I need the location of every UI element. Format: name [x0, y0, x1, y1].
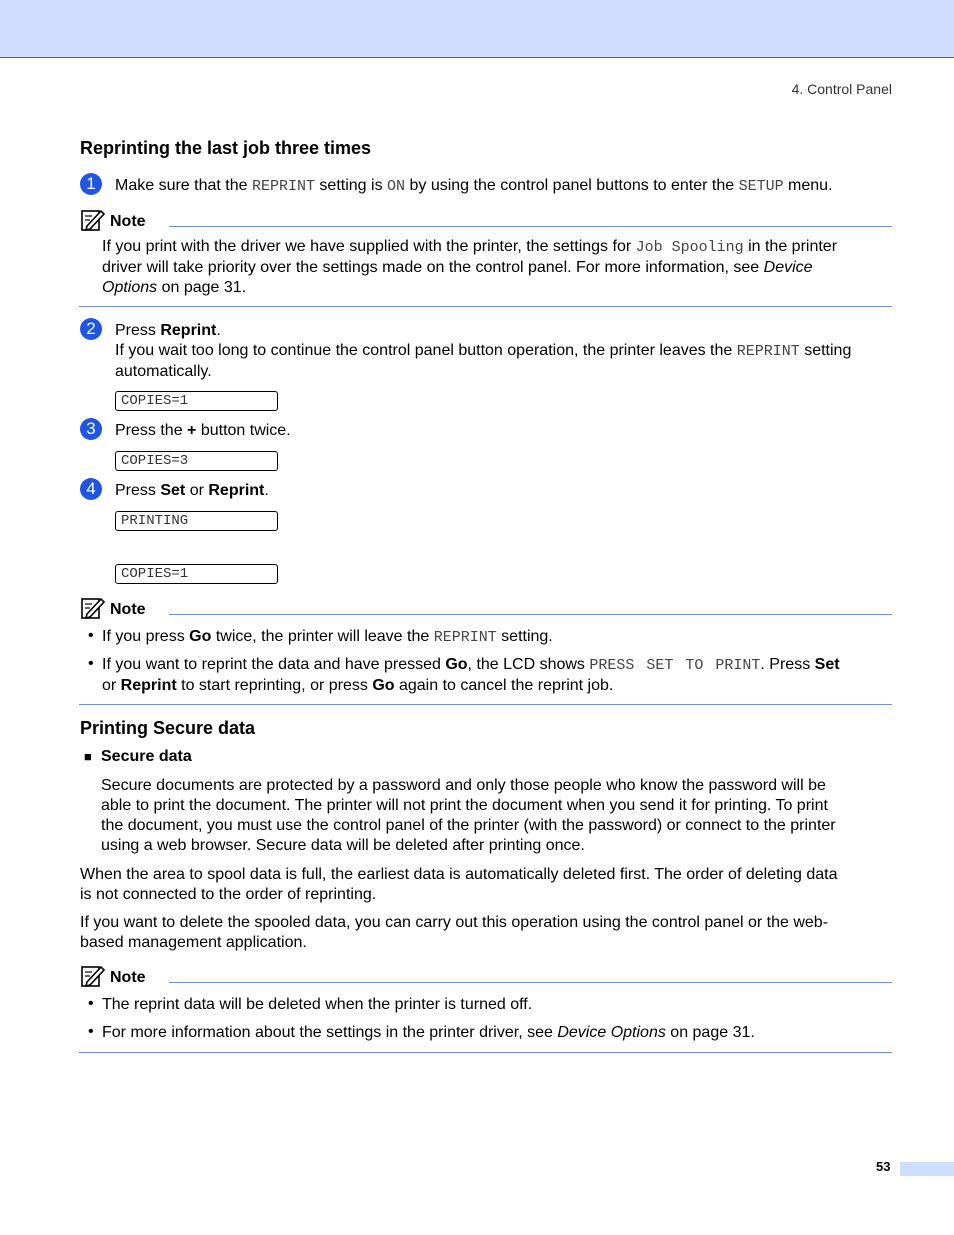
step-3-badge: 3 [80, 418, 102, 440]
header-band [0, 0, 954, 58]
note-label: Note [110, 213, 146, 230]
note-pencil-icon [81, 964, 105, 988]
step-1-text: Make sure that the REPRINT setting is ON by using the control panel buttons to enter the SETUP menu. [115, 177, 833, 195]
section-title: Printing Secure data [80, 718, 256, 738]
secure-data-paragraph: Secure documents are protected by a password and only those people who know the password will be able to print the document. The printer will not print the document when you send it for printing. To print the document, you must use the control panel of the printer (with the password) or connect to the printer using a web browser. Secure data will be deleted after printing once. [101, 777, 836, 854]
note-header-3 [81, 964, 892, 990]
step-2-badge: 2 [80, 318, 102, 340]
lcd-display: COPIES=1 [115, 391, 278, 411]
note-3-item-2: For more information about the settings in the printer driver, see Device Options on page 31. [102, 1024, 755, 1041]
chapter-label: 4. Control Panel [791, 81, 892, 97]
delete-paragraph: If you want to delete the spooled data, you can carry out this operation using the control panel or the web- based management application. [80, 914, 829, 951]
step-2-text: Press Reprint. If you wait too long to continue the control panel button operation, the printer leaves the REPRINT setting automatically. [115, 322, 852, 380]
step-3-text: Press the + button twice. [115, 422, 291, 439]
note-end-rule [79, 1052, 892, 1053]
page-number-tab [900, 1162, 954, 1176]
note-3-item-1: The reprint data will be deleted when the printer is turned off. [102, 996, 533, 1013]
bullet-marker: • [88, 995, 94, 1012]
page-number: 53 [876, 1159, 891, 1174]
step-1-badge: 1 [80, 173, 102, 195]
bullet-marker: • [88, 655, 94, 672]
note-2-item-1: If you press Go twice, the printer will leave the REPRINT setting. [102, 628, 553, 646]
note-rule [169, 614, 892, 615]
note-header-2 [81, 596, 892, 622]
note-rule [169, 982, 892, 983]
note-header-1 [81, 208, 892, 234]
bullet-marker: • [88, 627, 94, 644]
note-1-text: If you print with the driver we have supplied with the printer, the settings for Job Spooling in the printer driver will take priority over the settings made on the control panel. For more information, see Device Options on page 31. [102, 238, 838, 296]
note-rule [169, 226, 892, 227]
subsection-title: Secure data [101, 748, 192, 765]
step-4-text: Press Set or Reprint. [115, 482, 269, 499]
note-end-rule [79, 704, 892, 705]
step-4-badge: 4 [80, 478, 102, 500]
bullet-marker: • [88, 1023, 94, 1040]
lcd-display: PRINTING [115, 511, 278, 531]
section-title: Reprinting the last job three times [80, 138, 372, 158]
lcd-display: COPIES=1 [115, 564, 278, 584]
note-label: Note [110, 601, 146, 618]
note-label: Note [110, 969, 146, 986]
note-2-item-2: If you want to reprint the data and have pressed Go, the LCD shows PRESS SET TO PRINT. Press Set or Reprint to start reprinting, or press Go again to cancel the reprint job. [102, 656, 840, 694]
square-bullet-icon: ■ [84, 749, 92, 764]
note-pencil-icon [81, 208, 105, 232]
lcd-display: COPIES=3 [115, 451, 278, 471]
note-end-rule [79, 306, 892, 307]
spool-paragraph: When the area to spool data is full, the earliest data is automatically deleted first. The order of deleting data is not connected to the order of reprinting. [80, 866, 838, 903]
note-pencil-icon [81, 596, 105, 620]
